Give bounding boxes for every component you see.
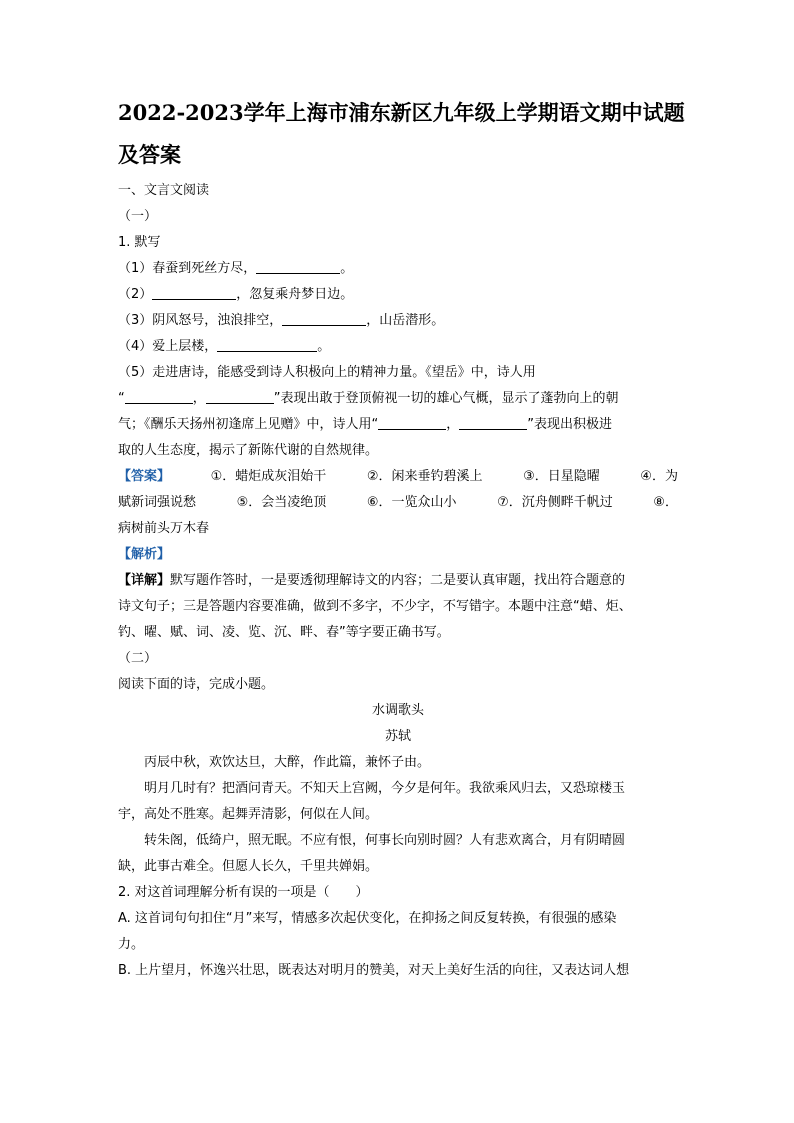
answer-blank: [378, 414, 446, 430]
item-text: ”表现出敢于登顶俯视一切的雄心气概，显示了蓬勃向上的朝: [273, 391, 619, 406]
answer-blank: [256, 258, 340, 274]
poem-author: 苏轼: [384, 729, 411, 744]
question-1-heading: 1. 默写: [118, 235, 161, 250]
item-text: 。: [317, 339, 331, 354]
analysis-text: 默写题作答时，一是要透彻理解诗文的内容；二是要认真审题，找出符合题意的: [170, 573, 626, 588]
answer-blank: [459, 414, 527, 430]
answer-part: ①．蜡炬成灰泪始干: [210, 469, 327, 484]
poem-stanza1-line1: 明月几时有？把酒问青天。不知天上宫阙，今夕是何年。我欲乘风归去，又恐琼楼玉: [144, 781, 626, 796]
quote-mark: “: [118, 391, 125, 406]
answer-part: ⑥．一览众山小: [366, 495, 457, 510]
dictation-item-5-line2: [118, 386, 678, 412]
item-text: ，忽复乘舟梦日边。: [236, 287, 354, 302]
answer-part: ⑦．沉舟侧畔千帆过: [497, 495, 613, 510]
poem-stanza1-line2: 宇，高处不胜寒。起舞弄清影，何似在人间。: [118, 807, 379, 822]
analysis-line-3: 钓、曜、赋、词、凌、览、沉、畔、春”等字要正确书写。: [118, 625, 450, 640]
document-title-line2: 及答案: [118, 142, 181, 167]
answer-part: ⑤．会当凌绝顶: [236, 495, 327, 510]
analysis-line-2: 诗文句子；三是答题内容要准确，做到不多字，不少字，不写错字。本题中注意“蜡、炬、: [118, 599, 632, 614]
answer-blank: [282, 310, 366, 326]
dictation-item-5-line1: （5）走进唐诗，能感受到诗人积极向上的精神力量。《望岳》中，诗人用: [118, 365, 536, 380]
poem-stanza2-line1: 转朱阁，低绮户，照无眠。不应有恨，何事长向别时圆？人有悲欢离合，月有阴晴圆: [144, 833, 626, 848]
answer-part: ⑧．: [653, 495, 678, 510]
item-text: （3）阴风怒号，浊浪排空，: [118, 313, 283, 328]
part-two-label: （二）: [118, 651, 158, 666]
answer-part: ③．日星隐曜: [523, 469, 600, 484]
document-page: [118, 92, 685, 984]
dictation-item-5-line3: [118, 412, 678, 438]
option-a-line2: 力。: [118, 937, 145, 952]
answer-blank: [125, 388, 193, 404]
poem-stanza2-line2: 缺，此事古难全。但愿人长久，千里共婵娟。: [118, 859, 379, 874]
comma: ，: [192, 391, 206, 406]
answer-line-2: [118, 490, 678, 516]
document-title-line1: 2022-2023学年上海市浦东新区九年级上学期语文期中试题: [118, 100, 685, 125]
dictation-item-2: [118, 282, 678, 308]
answer-line-1: [118, 464, 678, 490]
answer-blank: [206, 388, 274, 404]
item-text: （2）: [118, 287, 153, 302]
item-text: （1）春蚕到死丝方尽，: [118, 261, 257, 276]
analysis-line-1: [118, 568, 678, 594]
poem-preface: 丙辰中秋，欢饮达旦，大醉，作此篇，兼怀子由。: [144, 755, 431, 770]
answer-line-3: 病树前头万木春: [118, 521, 210, 536]
dictation-item-4: [118, 334, 678, 360]
option-b-line1: B. 上片望月，怀逸兴壮思，既表达对明月的赞美，对天上美好生活的向往，又表达词人想: [118, 963, 630, 978]
item-text: （4）爱上层楼，: [118, 339, 218, 354]
option-a-line1: A. 这首词句句扣住“月”来写，情感多次起伏变化，在抑扬之间反复转换，有很强的感染: [118, 911, 617, 926]
analysis-tag-line: [118, 542, 678, 568]
answer-part: ②．闲来垂钓碧溪上: [366, 469, 483, 484]
item-text: 气；《酬乐天扬州初逢席上见赠》中，诗人用“: [118, 417, 379, 432]
answer-part: ④．为: [640, 469, 678, 484]
comma: ，: [446, 417, 460, 432]
answer-part: 赋新词强说愁: [118, 495, 197, 510]
question-2-stem: 2. 对这首词理解分析有误的一项是（ ）: [118, 885, 369, 900]
dictation-item-3: [118, 308, 678, 334]
dictation-item-1: [118, 256, 678, 282]
section-heading: 一、文言文阅读: [118, 183, 210, 198]
reading-instruction: 阅读下面的诗，完成小题。: [118, 677, 275, 692]
answer-blank: [217, 336, 317, 352]
dictation-item-5-line4: 取的人生态度，揭示了新陈代谢的自然规律。: [118, 443, 379, 458]
poem-title: 水调歌头: [371, 703, 424, 718]
analysis-tag: 【解析】: [118, 547, 171, 562]
item-text: ”表现出积极进: [527, 417, 613, 432]
answer-blank: [152, 284, 236, 300]
part-one-label: （一）: [118, 209, 158, 224]
answer-tag: 【答案】: [118, 469, 171, 484]
detail-tag: 【详解】: [118, 573, 171, 588]
item-text: ，山岳潜形。: [366, 313, 445, 328]
item-text: 。: [340, 261, 354, 276]
